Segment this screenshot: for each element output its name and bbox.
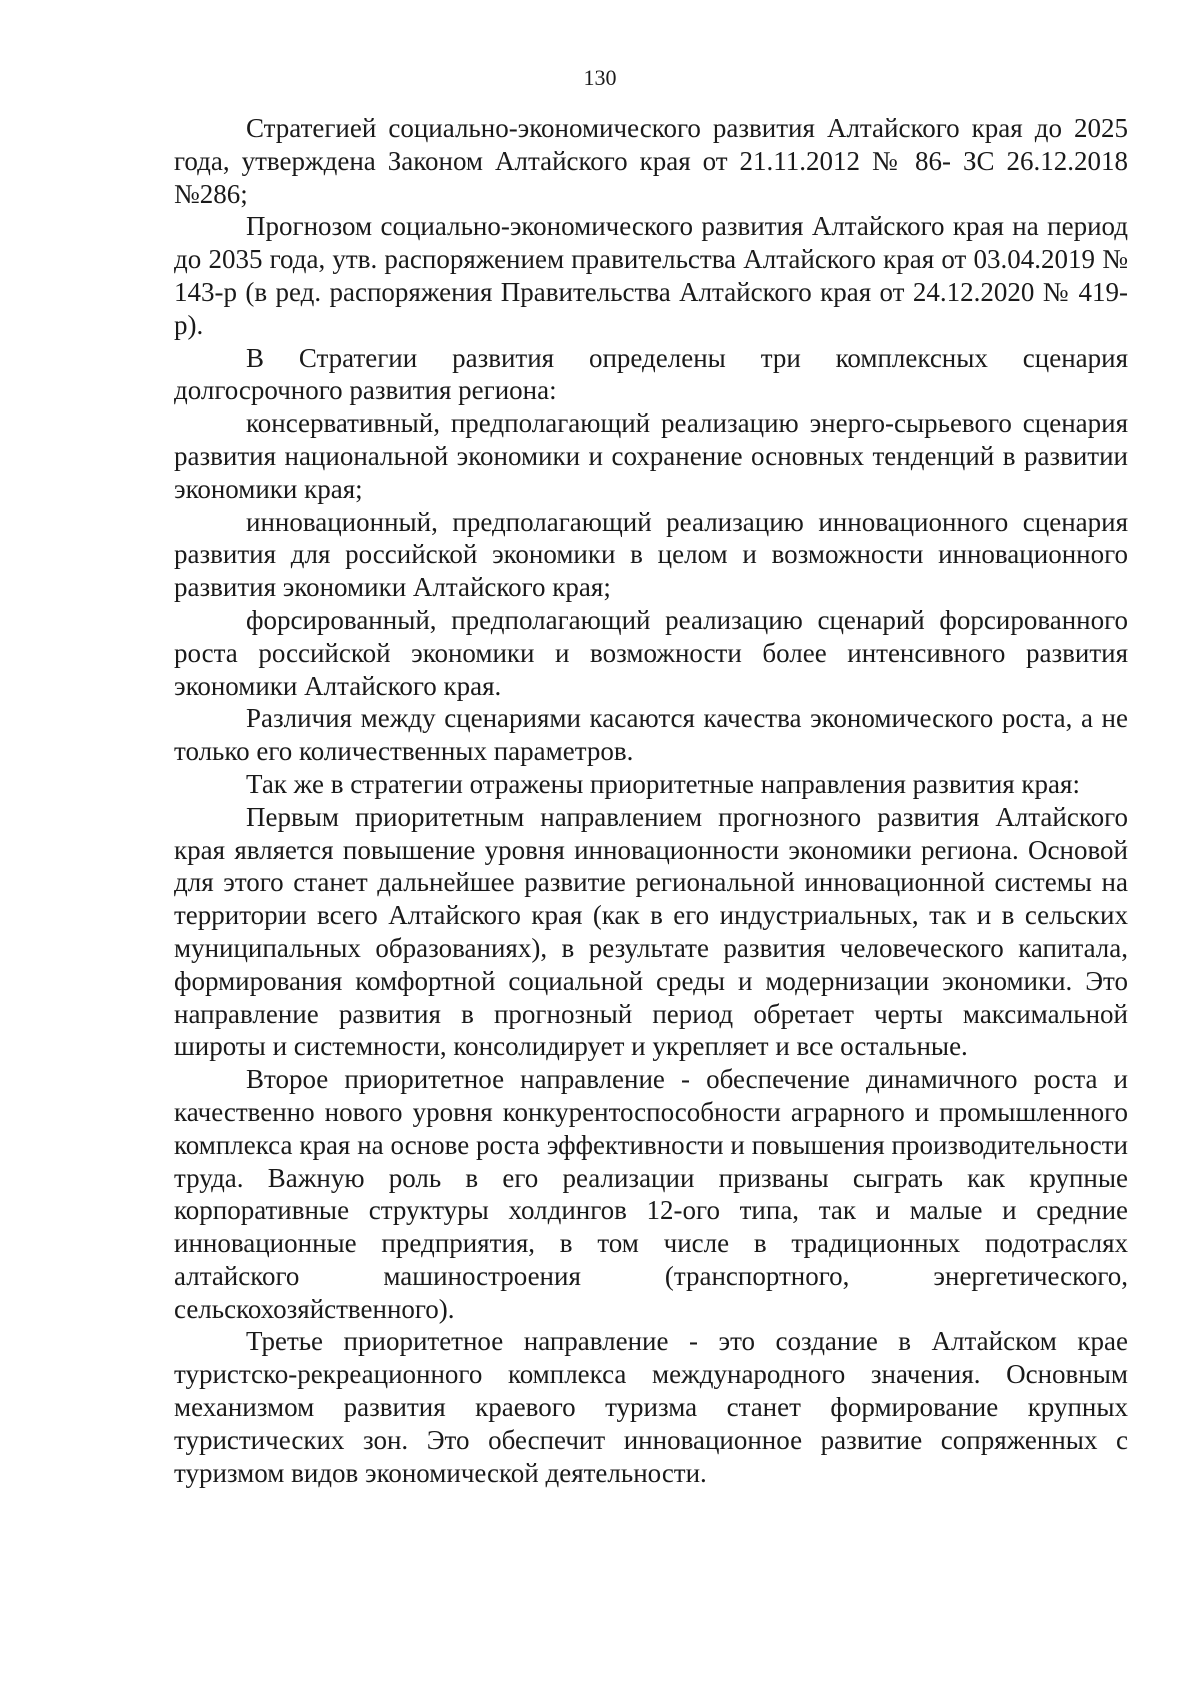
paragraph-priority-first: Первым приоритетным направлением прогнозного развития Алтайского края является повышение уровня инновационности экономики региона. Основой для этого станет дальнейшее развитие региональной инновационной системы на территории всего Алтайского края (как в его индустриальных, так и в сельских муниципальных образованиях), в результате развития человеческого капитала, формирования комфортной социальной среды и модернизации экономики. Это направление развития в прогнозный период обретает черты максимальной широты и системности, консолидирует и укрепляет и все остальные.: [174, 801, 1128, 1062]
paragraph-scenario-forced: форсированный, предполагающий реализацию сценарий форсированного роста российской экономики и возможности более интенсивного развития экономики Алтайского края.: [174, 604, 1128, 701]
paragraph-scenarios-intro: В Стратегии развития определены три комплексных сценария долгосрочного развития региона:: [174, 342, 1128, 406]
document-body: [174, 112, 1128, 1489]
paragraph-priority-second: Второе приоритетное направление - обеспечение динамичного роста и качественно нового уровня конкурентоспособности аграрного и промышленного комплекса края на основе роста эффективности и повышения производительности труда. Важную роль в его реализации призваны сыграть как крупные корпоративные структуры холдингов 12-ого типа, так и малые и средние инновационные предприятия, в том числе в традиционных подотраслях алтайского машиностроения (транспортного, энергетического, сельскохозяйственного).: [174, 1064, 1128, 1324]
paragraph-scenario-differences: Различия между сценариями касаются качества экономического роста, а не только его количественных параметров.: [174, 703, 1128, 767]
paragraph-priority-third: Третье приоритетное направление - это создание в Алтайском крае туристско-рекреационного комплекса международного значения. Основным механизмом развития краевого туризма станет формирование крупных туристических зон. Это обеспечит инновационное развитие сопряженных с туризмом видов экономической деятельности.: [174, 1326, 1128, 1488]
page-number: 130: [583, 65, 617, 90]
paragraph-forecast-2035: Прогнозом социально-экономического развития Алтайского края на период до 2035 года, утв. распоряжением правительства Алтайского края от 03.04.2019 № 143-р (в ред. распоряжения Правительства Алтайского края от 24.12.2020 № 419-р).: [174, 211, 1128, 340]
paragraph-strategy-2025: Стратегией социально-экономического развития Алтайского края до 2025 года, утверждена Законом Алтайского края от 21.11.2012 № 86- ЗС 26.12.2018 №286;: [174, 113, 1128, 209]
paragraph-priorities-intro: Так же в стратегии отражены приоритетные направления развития края:: [246, 768, 1080, 799]
paragraph-scenario-conservative: консервативный, предполагающий реализацию энерго-сырьевого сценария развития национальной экономики и сохранение основных тенденций в развитии экономики края;: [174, 408, 1128, 504]
paragraph-scenario-innovative: инновационный, предполагающий реализацию инновационного сценария развития для российской экономики в целом и возможности инновационного развития экономики Алтайского края;: [174, 506, 1128, 603]
